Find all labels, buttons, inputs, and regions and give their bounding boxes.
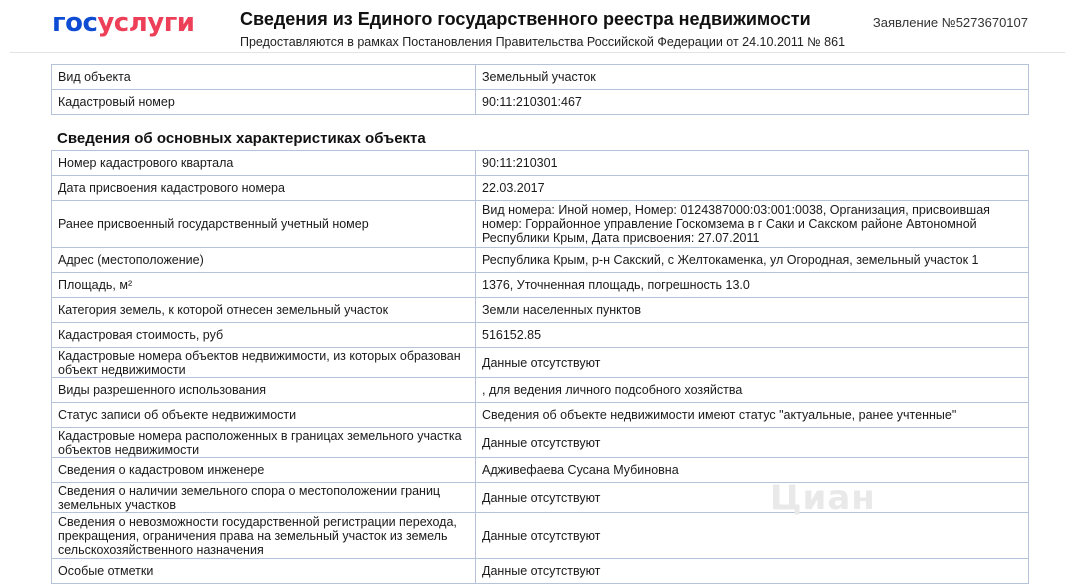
gosuslugi-logo[interactable] — [52, 8, 195, 38]
table-row — [52, 513, 1029, 559]
logo-part-gos: гос — [52, 8, 98, 38]
row-value: Адживефаева Сусана Мубиновна — [476, 458, 1029, 483]
row-value: Земельный участок — [476, 65, 1029, 90]
row-key: Кадастровый номер — [52, 90, 476, 115]
row-key: Сведения о невозможности государственной регистрации перехода, прекращения, ограничения права на земельный участок из земель сельскохозяйственного назначения — [52, 513, 476, 559]
row-value: Земли населенных пунктов — [476, 298, 1029, 323]
table-row — [52, 176, 1029, 201]
table-row — [52, 483, 1029, 513]
table-row — [52, 428, 1029, 458]
table-row — [52, 65, 1029, 90]
row-value: 90:11:210301 — [476, 151, 1029, 176]
row-value: Данные отсутствуют — [476, 559, 1029, 584]
row-value: Данные отсутствуют — [476, 428, 1029, 458]
table-row — [52, 151, 1029, 176]
table-row — [52, 323, 1029, 348]
row-value: , для ведения личного подсобного хозяйства — [476, 378, 1029, 403]
header-divider — [10, 52, 1065, 53]
row-value: Вид номера: Иной номер, Номер: 0124387000:03:001:0038, Организация, присвоившая номер: Горрайонное управление Госкомзема в г Саки и Сакском районе Автономной Республики Крым, Дата присвоения: 27.07.2011 — [476, 201, 1029, 248]
table-row — [52, 201, 1029, 248]
row-key: Кадастровые номера расположенных в границах земельного участка объектов недвижимости — [52, 428, 476, 458]
row-key: Виды разрешенного использования — [52, 378, 476, 403]
row-value: Данные отсутствуют — [476, 348, 1029, 378]
row-key: Кадастровая стоимость, руб — [52, 323, 476, 348]
row-key: Кадастровые номера объектов недвижимости, из которых образован объект недвижимости — [52, 348, 476, 378]
cian-watermark: Циан — [770, 478, 876, 518]
table-row — [52, 298, 1029, 323]
row-key: Статус записи об объекте недвижимости — [52, 403, 476, 428]
document-header — [0, 0, 1075, 52]
row-value: Республика Крым, р-н Сакский, с Желтокаменка, ул Огородная, земельный участок 1 — [476, 248, 1029, 273]
table-row — [52, 458, 1029, 483]
row-key: Сведения о наличии земельного спора о местоположении границ земельных участков — [52, 483, 476, 513]
row-key: Адрес (местоположение) — [52, 248, 476, 273]
row-key: Площадь, м² — [52, 273, 476, 298]
table-row — [52, 248, 1029, 273]
row-key: Ранее присвоенный государственный учетный номер — [52, 201, 476, 248]
row-value: Данные отсутствуют — [476, 483, 1029, 513]
document-subtitle: Предоставляются в рамках Постановления Правительства Российской Федерации от 24.10.2011 № 861 — [240, 35, 846, 49]
table-row — [52, 273, 1029, 298]
row-value: Данные отсутствуют — [476, 513, 1029, 559]
table-row — [52, 559, 1029, 584]
row-value: 1376, Уточненная площадь, погрешность 13.0 — [476, 273, 1029, 298]
row-value: Сведения об объекте недвижимости имеют статус "актуальные, ранее учтенные" — [476, 403, 1029, 428]
table-row — [52, 348, 1029, 378]
object-info-table — [51, 64, 1029, 115]
row-key: Особые отметки — [52, 559, 476, 584]
table-row — [52, 403, 1029, 428]
document-title: Сведения из Единого государственного реестра недвижимости — [240, 9, 811, 29]
table-row — [52, 378, 1029, 403]
logo-part-uslugi: услуги — [97, 8, 195, 38]
row-value: 22.03.2017 — [476, 176, 1029, 201]
characteristics-table — [51, 150, 1029, 584]
row-value: 516152.85 — [476, 323, 1029, 348]
row-key: Сведения о кадастровом инженере — [52, 458, 476, 483]
row-key: Номер кадастрового квартала — [52, 151, 476, 176]
application-number: Заявление №5273670107 — [872, 15, 1028, 30]
section-title: Сведения об основных характеристиках объекта — [57, 130, 426, 147]
row-key: Категория земель, к которой отнесен земельный участок — [52, 298, 476, 323]
row-value: 90:11:210301:467 — [476, 90, 1029, 115]
row-key: Вид объекта — [52, 65, 476, 90]
row-key: Дата присвоения кадастрового номера — [52, 176, 476, 201]
table-row — [52, 90, 1029, 115]
